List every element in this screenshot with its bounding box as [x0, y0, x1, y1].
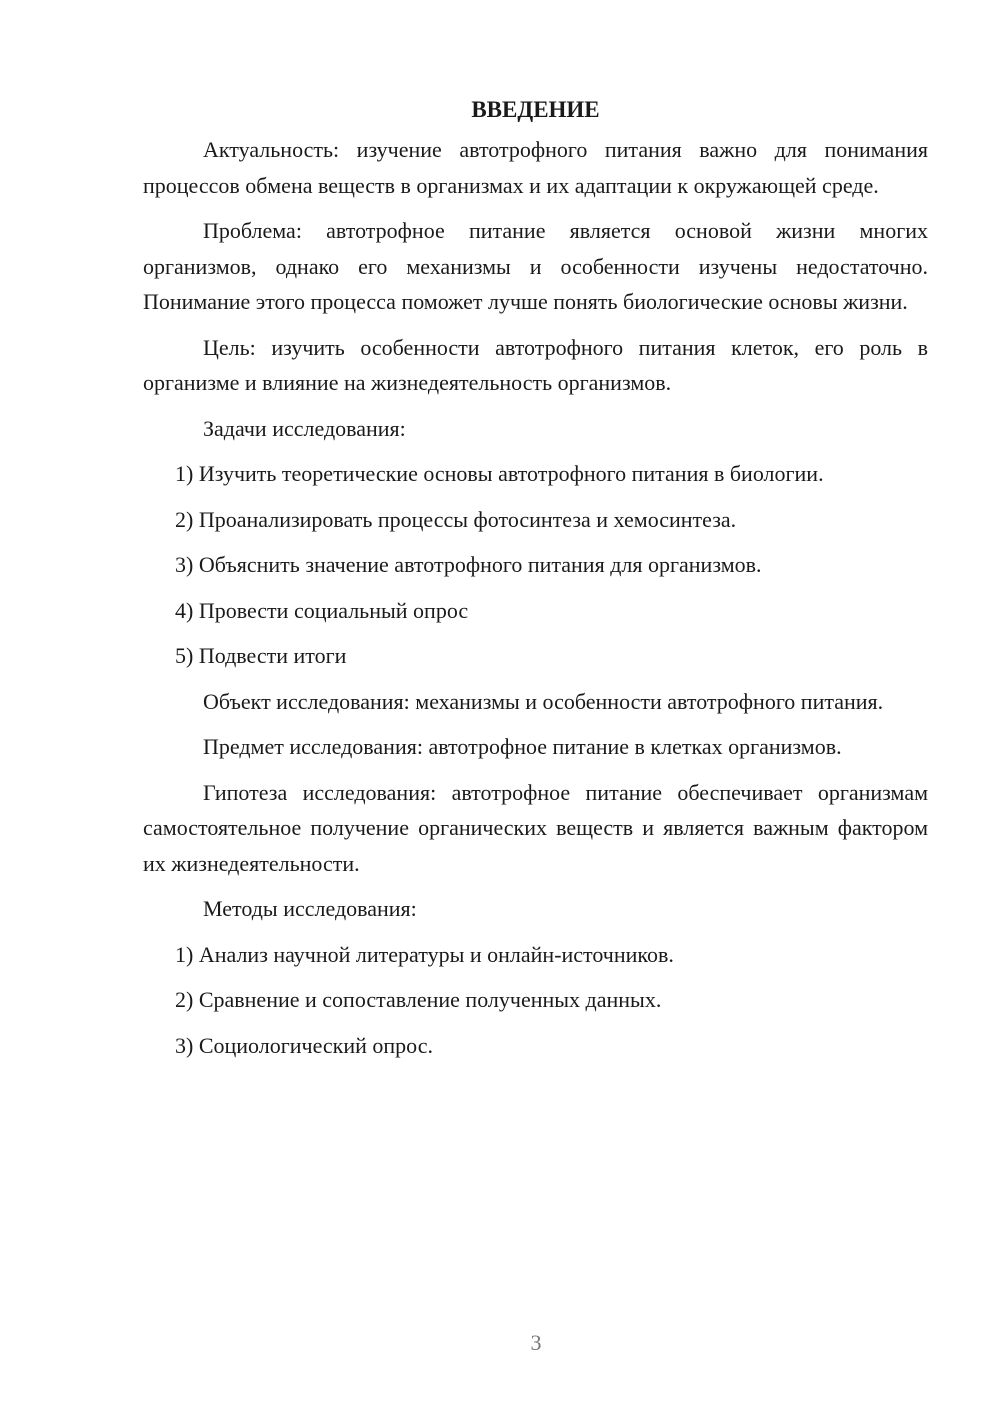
method-item-1: 1) Анализ научной литературы и онлайн-источников.: [175, 941, 674, 967]
goal-paragraph: Цель: изучить особенности автотрофного питания клеток, его роль в организме и влияние на жизнедеятельность организмов.: [143, 334, 928, 395]
task-item-2: 2) Проанализировать процессы фотосинтеза и хемосинтеза.: [175, 506, 737, 532]
task-item-4: 4) Провести социальный опрос: [175, 597, 469, 623]
task-item-1: 1) Изучить теоретические основы автотрофного питания в биологии.: [175, 461, 824, 486]
object-paragraph: Объект исследования: механизмы и особенности автотрофного питания.: [203, 688, 884, 714]
methods-heading: Методы исследования:: [203, 896, 417, 921]
hypothesis-paragraph: Гипотеза исследования: автотрофное питание обеспечивает организмам самостоятельное получение органических веществ и является важным фактором их жизнедеятельности.: [143, 779, 928, 876]
subject-paragraph: Предмет исследования: автотрофное питание в клетках организмов.: [203, 734, 842, 759]
relevance-paragraph: Актуальность: изучение автотрофного питания важно для понимания процессов обмена веществ в организмах и их адаптации к окружающей среде.: [143, 137, 928, 198]
page-number: 3: [530, 1330, 542, 1355]
tasks-heading: Задачи исследования:: [203, 415, 406, 441]
method-item-3: 3) Социологический опрос.: [175, 1032, 433, 1058]
task-item-5: 5) Подвести итоги: [175, 643, 347, 668]
method-item-2: 2) Сравнение и сопоставление полученных данных.: [175, 987, 662, 1012]
problem-paragraph: Проблема: автотрофное питание является основой жизни многих организмов, однако его механизмы и особенности изучены недостаточно. Понимание этого процесса поможет лучше понять биологические основы жизни.: [143, 218, 928, 314]
task-item-3: 3) Объяснить значение автотрофного питания для организмов.: [175, 552, 762, 577]
document-body: [143, 92, 928, 1073]
page-title: ВВЕДЕНИЕ: [471, 97, 600, 122]
